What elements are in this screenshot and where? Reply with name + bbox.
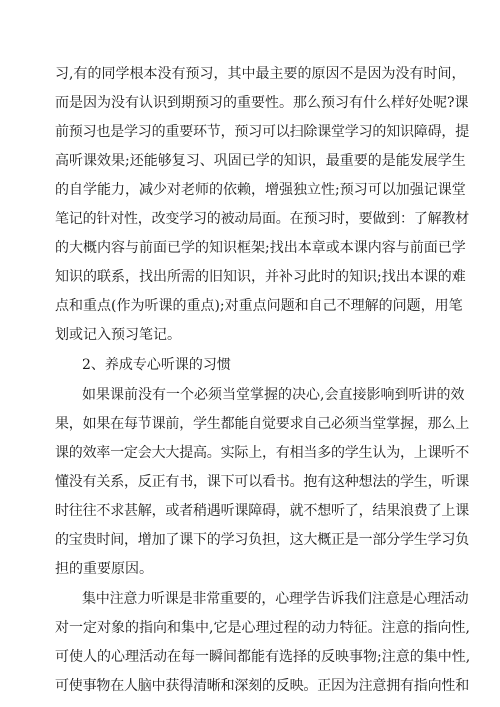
paragraph-line: 对一定对象的指向和集中,它是心理过程的动力特征。注意的指向性, xyxy=(55,620,470,636)
paragraph-line: 懂没有关系，反正有书，课下可以看书。抱有这种想法的学生，听课 xyxy=(55,474,469,490)
paragraph-line: 可使事物在人脑中获得清晰和深刻的反映。正因为注意拥有指向性和 xyxy=(55,678,469,694)
paragraph-line: 课的效率一定会大大提高。实际上，有相当多的学生认为，上课听不 xyxy=(55,445,469,461)
paragraph-line: 的宝贵时间，增加了课下的学习负担，这大概正是一部分学生学习负 xyxy=(55,532,469,548)
paragraph-line: 知识的联系，找出所需的旧知识，并补习此时的知识;找出本课的难 xyxy=(55,269,466,285)
paragraph-line: 可使人的心理活动在每一瞬间都能有选择的反映事物;注意的集中性, xyxy=(55,649,471,665)
section-heading: 2、养成专心听课的习惯 xyxy=(82,357,231,373)
paragraph-line: 划或记入预习笔记。 xyxy=(55,327,181,343)
paragraph-line: 如果课前没有一个必须当堂掌握的决心,会直接影响到听讲的效 xyxy=(82,387,465,403)
paragraph-line: 高听课效果;还能够复习、巩固已学的知识，最重要的是能发展学生 xyxy=(55,153,466,169)
paragraph-line: 的大概内容与前面已学的知识框架;找出本章或本课内容与前面已学 xyxy=(55,240,466,256)
paragraph-line: 担的重要原因。 xyxy=(55,561,153,577)
paragraph-line: 时往往不求甚解，或者稍遇听课障碍，就不想听了，结果浪费了上课 xyxy=(55,503,469,519)
paragraph-line: 笔记的针对性，改变学习的被动局面。在预习时，要做到：了解教材 xyxy=(55,211,469,227)
paragraph-line: 集中注意力听课是非常重要的，心理学告诉我们注意是心理活动 xyxy=(82,591,469,607)
paragraph-line: 的自学能力，减少对老师的依赖，增强独立性;预习可以加强记课堂 xyxy=(55,182,466,198)
paragraph-line: 而是因为没有认识到期预习的重要性。那么预习有什么样好处呢?课 xyxy=(55,95,469,111)
paragraph-line: 果，如果在每节课前，学生都能自觉要求自己必须当堂掌握，那么上 xyxy=(55,416,469,432)
paragraph-line: 习,有的同学根本没有预习，其中最主要的原因不是因为没有时间， xyxy=(55,66,466,82)
paragraph-line: 点和重点(作为听课的重点);对重点问题和自己不理解的问题，用笔 xyxy=(55,298,463,314)
paragraph-line: 前预习也是学习的重要环节，预习可以扫除课堂学习的知识障碍，提 xyxy=(55,124,469,140)
